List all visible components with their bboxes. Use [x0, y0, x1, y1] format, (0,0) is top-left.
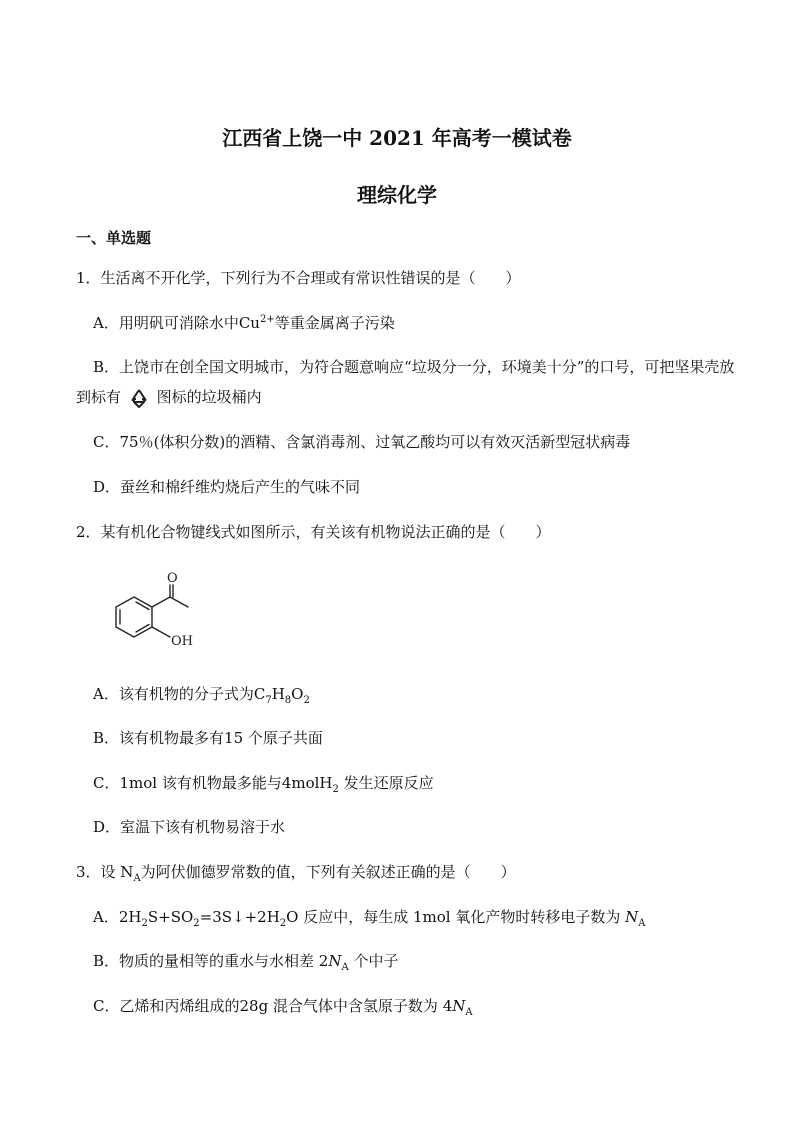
subscript: A: [638, 918, 646, 929]
question-1-stem: 1．生活离不开化学，下列行为不合理或有常识性错误的是（ ）: [76, 269, 521, 287]
page-title: 江西省上饶一中 2021 年高考一模试卷: [222, 126, 572, 150]
formula-part: =3S↓+2H: [199, 908, 280, 926]
element-symbol: H: [271, 685, 285, 703]
subscript: A: [341, 962, 349, 973]
subscript: 2: [332, 784, 339, 795]
question-1-option-b-line2: [76, 386, 262, 409]
subscript: A: [465, 1007, 473, 1018]
option-c-text-end: 发生还原反应: [338, 774, 434, 792]
question-2-option-a: [93, 683, 310, 704]
question-1-option-c: C．75％(体积分数)的酒精、含氯消毒剂、过氧乙酸均可以有效灭活新型冠状病毒: [93, 433, 631, 451]
option-a-text-end: 等重金属离子污染: [274, 314, 395, 332]
stem-text: 3．设 N: [76, 863, 134, 881]
subscript: 2: [141, 918, 148, 929]
option-a-text: A．用明矾可消除水中Cu: [93, 314, 260, 332]
option-b-text: 到标有: [76, 388, 122, 406]
subscript: 8: [284, 695, 292, 706]
subscript: 7: [265, 695, 272, 706]
subscript: 2: [193, 918, 200, 929]
option-a-text: O 反应中，每生成 1mol 氧化产物时转移电子数为: [286, 908, 626, 926]
section-heading: 一、单选题: [76, 229, 152, 247]
option-c-text: C．1mol 该有机物最多能与4molH: [93, 774, 333, 792]
formula-part: S+SO: [147, 908, 194, 926]
question-2-option-c: [93, 772, 434, 793]
hydroxyl-label: OH: [171, 634, 193, 649]
option-a-text: A．该有机物的分子式为C: [93, 685, 266, 703]
subscript: 2: [279, 918, 287, 929]
option-c-text: C．乙烯和丙烯组成的28g 混合气体中含氢原子数为 4: [93, 997, 453, 1015]
question-2-stem: 2．某有机化合物键线式如图所示，有关该有机物说法正确的是（ ）: [76, 523, 551, 541]
subscript: A: [133, 873, 141, 884]
stem-text-end: 为阿伏伽德罗常数的值，下列有关叙述正确的是（ ）: [140, 863, 516, 881]
question-3-stem: [76, 861, 516, 882]
question-3-option-a: [93, 906, 646, 927]
question-2-option-d: D．室温下该有机物易溶于水: [93, 818, 286, 836]
question-2-option-b: B．该有机物最多有15 个原子共面: [93, 729, 323, 747]
avogadro-symbol: N: [328, 952, 342, 970]
question-1-option-d: D．蚕丝和棉纤维灼烧后产生的气味不同: [93, 478, 361, 496]
subscript: 2: [303, 695, 310, 706]
formula-part: A．2H: [93, 908, 142, 926]
option-b-text: B．物质的量相等的重水与水相差 2: [93, 952, 329, 970]
page-subtitle: 理综化学: [357, 183, 437, 207]
element-symbol: O: [291, 685, 304, 703]
oxygen-label: O: [167, 571, 178, 586]
molecule-structure: [110, 565, 210, 660]
superscript: 2+: [259, 314, 275, 325]
question-3-option-c: [93, 995, 473, 1016]
recycle-icon: [128, 387, 150, 409]
option-b-text-end: 个中子: [348, 952, 399, 970]
question-1-option-b-line1: B．上饶市在创全国文明城市，为符合题意响应“垃圾分一分，环境美十分”的口号，可把坚果壳放: [93, 358, 735, 376]
question-3-option-b: [93, 950, 398, 971]
option-b-text-end: 图标的垃圾桶内: [156, 388, 262, 406]
benzene-ring: [116, 597, 152, 637]
avogadro-symbol: N: [625, 908, 639, 926]
avogadro-symbol: N: [452, 997, 466, 1015]
question-1-option-a: [93, 312, 395, 333]
